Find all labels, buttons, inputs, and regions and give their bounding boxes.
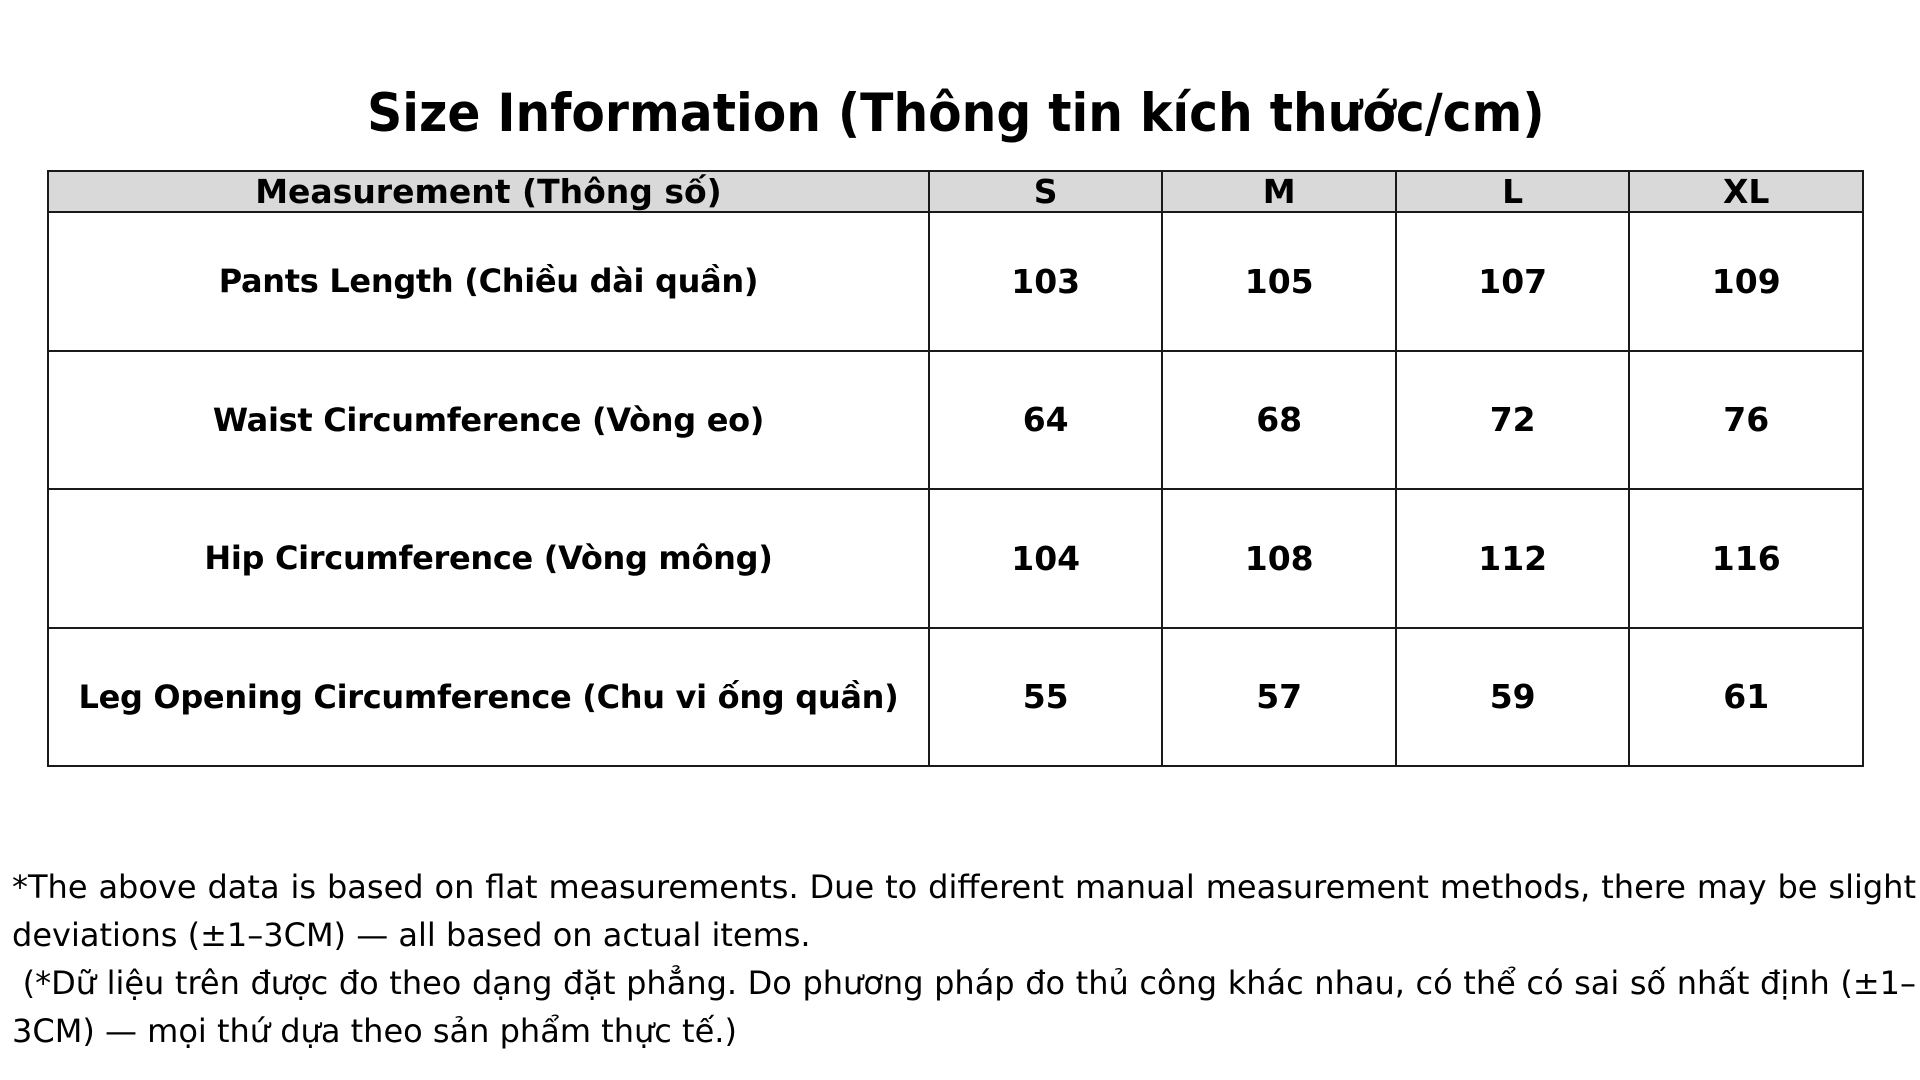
table-cell: 72 <box>1396 351 1630 490</box>
table-cell: 107 <box>1396 212 1630 351</box>
table-row <box>48 212 1863 351</box>
measurement-note <box>12 863 1916 1055</box>
row-label-hip: Hip Circumference (Vòng mông) <box>48 489 929 628</box>
table-header-row <box>48 171 1863 212</box>
table-cell: 68 <box>1162 351 1396 490</box>
table-cell: 61 <box>1629 628 1863 767</box>
table-cell: 112 <box>1396 489 1630 628</box>
table-cell: 109 <box>1629 212 1863 351</box>
table-cell: 105 <box>1162 212 1396 351</box>
table-cell: 103 <box>929 212 1163 351</box>
header-size-l: L <box>1396 171 1630 212</box>
row-label-leg-opening: Leg Opening Circumference (Chu vi ống quần) <box>48 628 929 767</box>
table-cell: 116 <box>1629 489 1863 628</box>
table-row <box>48 628 1863 767</box>
table-cell: 64 <box>929 351 1163 490</box>
table-cell: 76 <box>1629 351 1863 490</box>
row-label-waist: Waist Circumference (Vòng eo) <box>48 351 929 490</box>
header-size-s: S <box>929 171 1163 212</box>
size-table <box>47 170 1864 767</box>
table-cell: 108 <box>1162 489 1396 628</box>
header-size-xl: XL <box>1629 171 1863 212</box>
page-title: Size Information (Thông tin kích thước/cm) <box>367 82 1545 144</box>
table-cell: 55 <box>929 628 1163 767</box>
header-size-m: M <box>1162 171 1396 212</box>
table-row <box>48 351 1863 490</box>
header-measurement: Measurement (Thông số) <box>48 171 929 212</box>
note-vietnamese: (*Dữ liệu trên được đo theo dạng đặt phẳng. Do phương pháp đo thủ công khác nhau, có thể có sai số nhất định (±1–3CM) — mọi thứ dựa theo sản phẩm thực tế.) <box>12 964 1917 1050</box>
table-cell: 59 <box>1396 628 1630 767</box>
row-label-pants-length: Pants Length (Chiều dài quần) <box>48 212 929 351</box>
note-english: *The above data is based on flat measurements. Due to different manual measurement methods, there may be slight deviations (±1–3CM) — all based on actual items. <box>12 868 1916 954</box>
table-cell: 57 <box>1162 628 1396 767</box>
table-row <box>48 489 1863 628</box>
table-cell: 104 <box>929 489 1163 628</box>
